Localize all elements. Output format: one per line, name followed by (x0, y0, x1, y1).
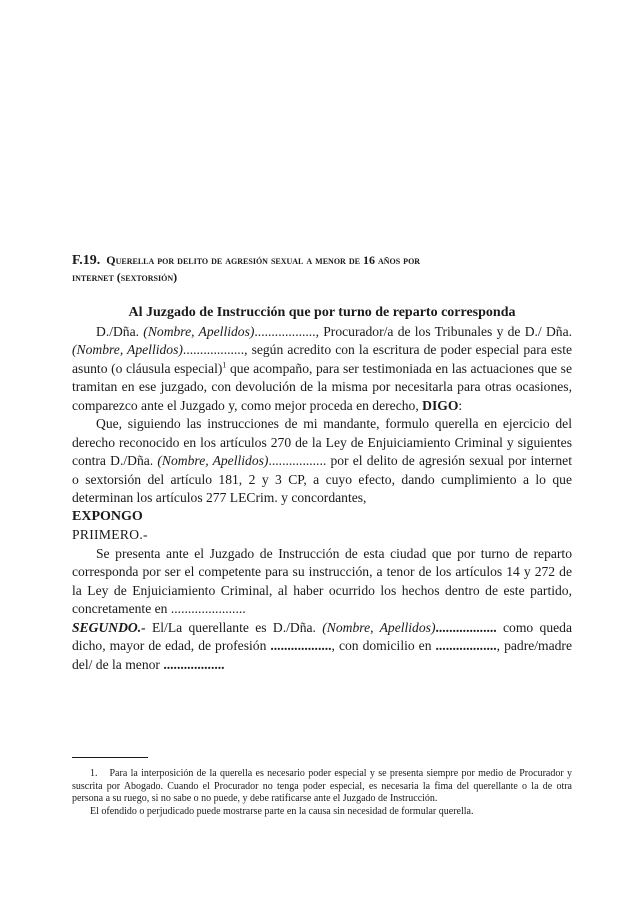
form-title-line1: Querella por delito de agresión sexual a menor de 16 años por (106, 253, 421, 267)
text: .................., Procurador/a de los Tribunales y de D./ Dña. (254, 323, 572, 339)
footnote-1 (72, 768, 572, 806)
paragraph-querella (72, 415, 572, 508)
paragraph-segundo (72, 619, 572, 675)
text: ................. por el delito de agresión sexual por internet o sextorsión del artículo 181, 2 y 3 CP, a cuyo efecto, dando cumplimiento a lo que determinan los artículos 277 LECrim. y concordantes, (72, 453, 572, 505)
court-addressee: Al Juzgado de Instrucción que por turno de reparto corresponda (128, 305, 516, 320)
blank-field: .................. (435, 619, 497, 635)
text: , padre/madre del/ de la menor (72, 638, 572, 672)
paragraph-primero: Se presenta ante el Juzgado de Instrucción de esta ciudad que por turno de reparto corresponda por ser el competente para su instrucción, a tenor de los artículos 14 y 272 de la Ley de Enjuiciamiento Criminal, al haber ocurrido los hechos dentro de este partido, concretamente en ...................... (72, 545, 572, 616)
placeholder-name: (Nombre, Apellidos) (157, 453, 269, 468)
text: D./Dña. (96, 323, 144, 339)
footnote-2: El ofendido o perjudicado puede mostrarse parte en la causa sin necesidad de formular querella. (90, 805, 474, 817)
footnote-text: Para la interposición de la querella es necesario poder especial y se presenta siempre por medio de Procurador y suscrita por Abogado. Cuando el Procurador no tenga poder especial, es necesaria la fima del querellante o la de otra persona a su ruego, si no sabe o no puede, y debe ratificarse ante el Juzgado de Instrucción. (72, 768, 572, 804)
primero-label: PRIIMERO.- (72, 527, 148, 542)
form-heading (72, 252, 572, 286)
footnote-separator (72, 757, 148, 758)
blank-field: .................. (163, 656, 225, 672)
blank-field: .................. (435, 638, 497, 653)
placeholder-name: (Nombre, Apellidos) (143, 323, 255, 339)
placeholder-name: (Nombre, Apellidos) (72, 342, 183, 357)
placeholder-name: (Nombre, Apellidos) (322, 619, 436, 635)
text: : (458, 397, 463, 413)
form-title-line2: internet (sextorsión) (72, 270, 178, 284)
text: , con domicilio en (331, 638, 436, 653)
section-expongo: EXPONGO (72, 508, 143, 524)
text: El/La querellante es D./Dña. (145, 619, 323, 635)
segundo-label: SEGUNDO.- (72, 619, 146, 635)
footnote-number: 1. (90, 768, 98, 779)
text: que acompaño, para ser testimoniada en las actuaciones que se tramitan en ese juzgado, con devolución de la misma por necesitarla para otras ocasiones, comparezco ante el Juzgado y, como mejor proceda en derecho, (72, 360, 572, 413)
text: .................., según acredito con la escritura de poder especial para este asunto (o cláusula especial) (72, 342, 572, 376)
footnotes (72, 768, 572, 818)
footnote-ref: 1 (222, 359, 227, 369)
paragraph-appearance (72, 323, 572, 416)
text: Que, siguiendo las instrucciones de mi mandante, formulo querella en ejercicio del derecho reconocido en los artículos 270 de la Ley de Enjuiciamiento Criminal y siguientes contra D./Dña. (72, 416, 572, 468)
blank-field: .................. (270, 638, 332, 653)
text: como queda dicho, mayor de edad, de profesión (72, 619, 572, 653)
digo-label: DIGO (422, 397, 459, 413)
form-code: F.19. (72, 253, 101, 268)
document-body (72, 304, 572, 674)
